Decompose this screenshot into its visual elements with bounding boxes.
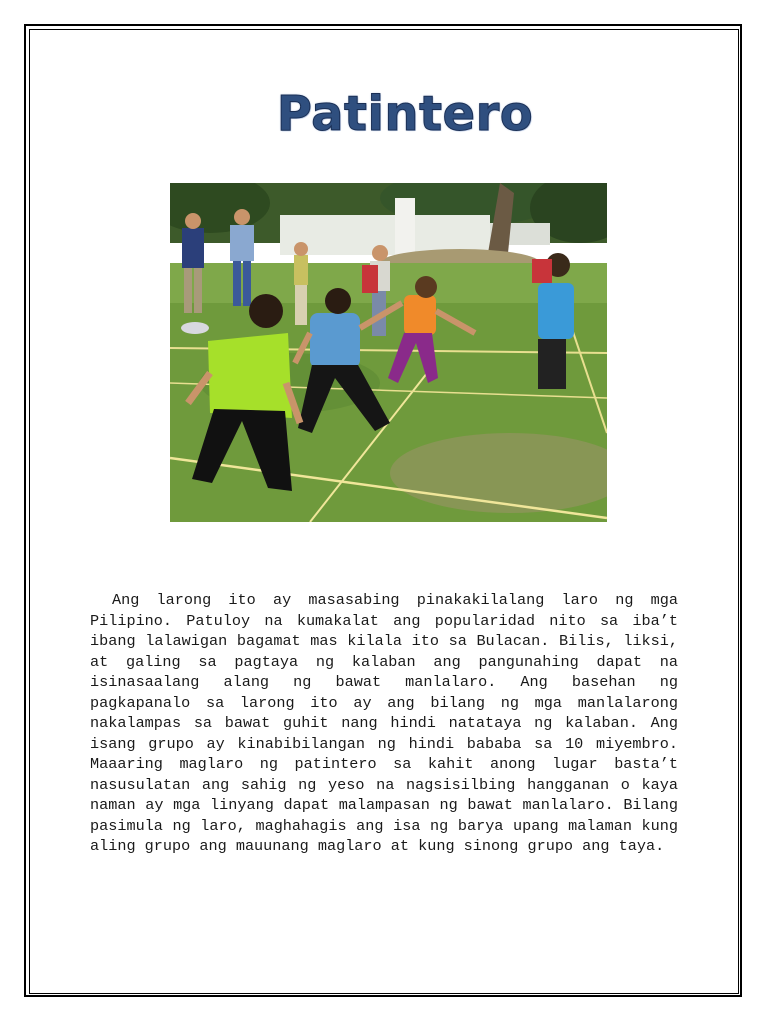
body-paragraph: Ang larong ito ay masasabing pinakakilalang laro ng mga Pilipino. Patuloy na kumakalat ang popularidad nito sa iba’t ibang lalawigan bagamat mas kilala ito sa Bulacan. Bilis, liksi, at galing sa pagtaya ng kalaban ang pangunahing dapat na isinasaalang alang ng bawat manlalaro. Ang basehan ng pagkapanalo sa larong ito ay ang bilang ng mga manlalarong nakalampas sa bawat guhit nang hindi natataya ng kalaban. Ang isang grupo ay kinabibilangan ng hindi bababa sa 10 miyembro. Maaaring maglaro ng patintero sa kahit anong lugar basta’t nasusulatan ang sahig ng yeso na nagsisilbing hangganan o kaya naman ay mga linyang dapat malampasan ng bawat manlalaro. Bilang pasimula ng laro, maghahagis ang isa ng barya upang malaman kung aling grupo ang mauunang maglaro at kung sinong grupo ang taya.: [90, 591, 678, 855]
patintero-photo: [170, 183, 607, 522]
page-title: Patintero: [276, 86, 534, 142]
